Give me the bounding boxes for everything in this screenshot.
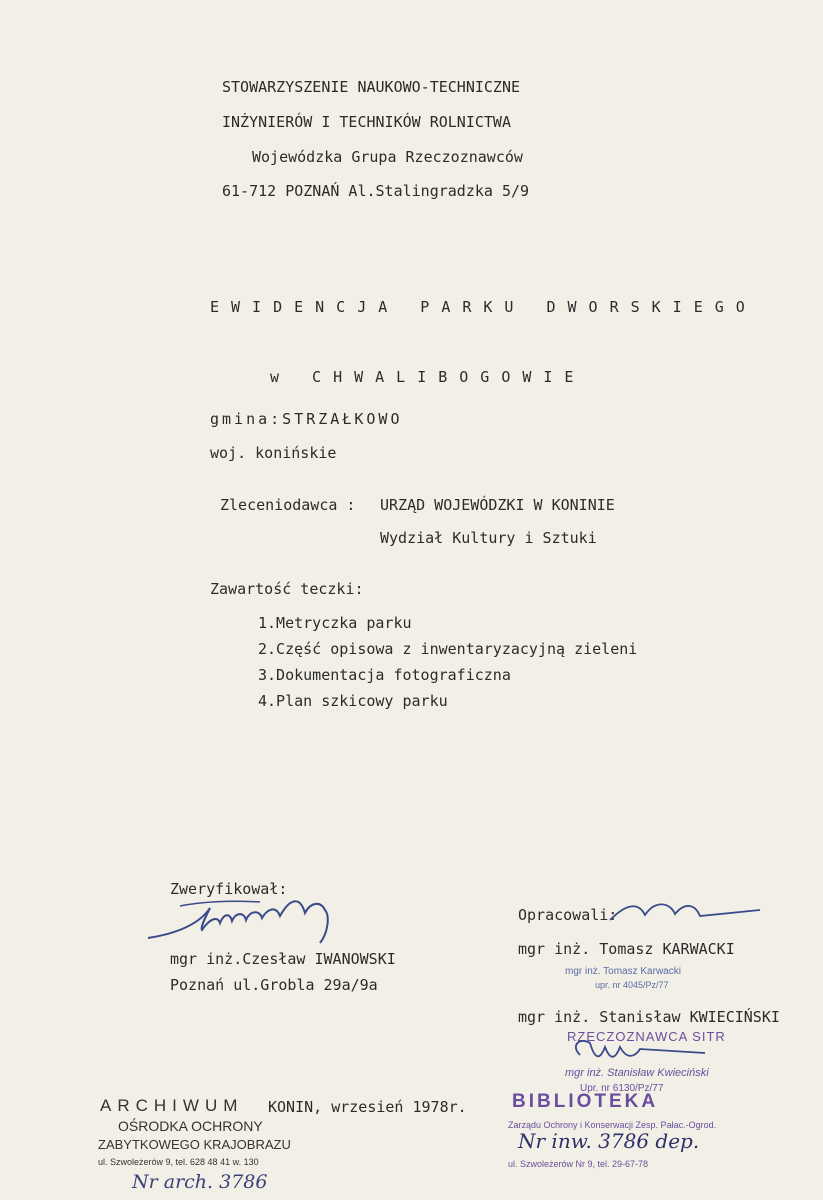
stamp-kwiecinski-name: mgr inż. Stanisław Kwieciński — [565, 1067, 709, 1079]
client-department: Wydział Kultury i Sztuki — [380, 529, 597, 547]
stamp-karwacki: mgr inż. Tomasz Karwacki — [565, 966, 681, 977]
voivodeship: woj. konińskie — [210, 444, 337, 462]
city-date: KONIN, wrzesień 1978r. — [268, 1098, 467, 1116]
contents-heading: Zawartość teczki: — [210, 580, 364, 598]
document-title: EWIDENCJA PARKU DWORSKIEGO — [210, 298, 757, 316]
prepared-label: Opracowali: — [518, 906, 618, 924]
contents-item: 4.Plan szkicowy parku — [258, 692, 448, 710]
contents-item: 1.Metryczka parku — [258, 614, 412, 632]
archive-stamp-line3: ZABYTKOWEGO KRAJOBRAZU — [98, 1137, 291, 1152]
signature-karwacki — [600, 890, 770, 930]
stamp-karwacki-permit: upr. nr 4045/Pz/77 — [595, 980, 669, 990]
archive-stamp-line4: ul. Szwoleżerów 9, tel. 628 48 41 w. 130 — [98, 1157, 259, 1167]
gmina: gmina:STRZAŁKOWO — [210, 410, 403, 428]
library-number-handwritten: Nr inw. 3786 dep. — [518, 1129, 700, 1153]
library-stamp-title: BIBLIOTEKA — [512, 1091, 659, 1112]
verifier-name: mgr inż.Czesław IWANOWSKI — [170, 950, 396, 968]
stamp-kwiecinski-title: RZECZOZNAWCA SITR — [567, 1029, 726, 1044]
org-name-line1: STOWARZYSZENIE NAUKOWO-TECHNICZNE — [222, 78, 521, 96]
contents-item: 3.Dokumentacja fotograficzna — [258, 666, 511, 684]
archive-number-handwritten: Nr arch. 3786 — [132, 1171, 268, 1193]
archive-stamp-line2: OŚRODKA OCHRONY — [118, 1118, 263, 1134]
org-group: Wojewódzka Grupa Rzeczoznawców — [252, 148, 523, 166]
org-name-line2: INŻYNIERÓW I TECHNIKÓW ROLNICTWA — [222, 113, 511, 131]
verifier-address: Poznań ul.Grobla 29a/9a — [170, 976, 378, 994]
stamp-kwiecinski-permit: Upr. nr 6130/Pz/77 — [580, 1083, 664, 1094]
library-stamp-line2: Zarządu Ochrony i Konserwacji Zesp. Pałac.-Ogrod. — [508, 1120, 717, 1130]
signature-iwanowski — [140, 888, 380, 948]
org-address: 61-712 POZNAŃ Al.Stalingradzka 5/9 — [222, 182, 530, 200]
archive-stamp-title: ARCHIWUM — [100, 1096, 244, 1115]
author-karwacki: mgr inż. Tomasz KARWACKI — [518, 940, 735, 958]
park-location: w CHWALIBOGOWIE — [270, 368, 586, 386]
client-name: URZĄD WOJEWÓDZKI W KONINIE — [380, 496, 615, 514]
contents-item: 2.Część opisowa z inwentaryzacyjną zieleni — [258, 640, 638, 658]
client-label: Zleceniodawca : — [220, 496, 356, 514]
library-stamp-line3: ul. Szwoleżerów Nr 9, tel. 29-67-78 — [508, 1159, 649, 1169]
author-kwiecinski: mgr inż. Stanisław KWIECIŃSKI — [518, 1008, 780, 1026]
verified-label: Zweryfikował: — [170, 880, 288, 898]
